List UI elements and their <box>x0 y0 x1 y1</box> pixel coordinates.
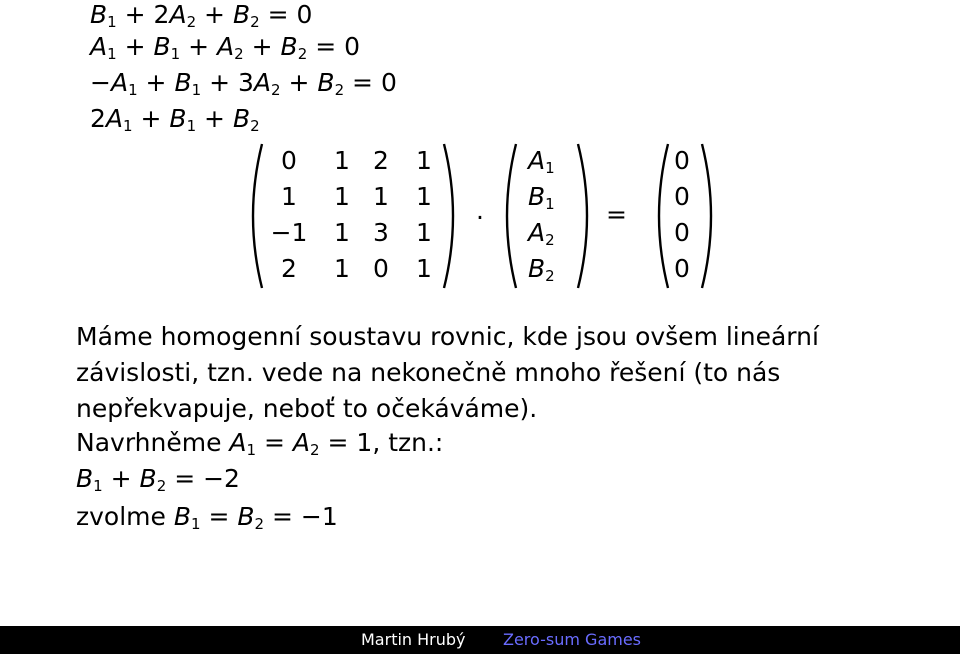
footer-right <box>480 626 960 654</box>
paragraph-line-4: Navrhněme $A_1 = A_2 = 1$, tzn.: <box>76 428 444 459</box>
equals-sign: = <box>606 200 627 229</box>
unknown-a2: $A_2$ <box>528 218 555 249</box>
footer-author: Martin Hrubý <box>361 630 466 649</box>
paragraph-line-2: závislosti, tzn. vede na nekonečně mnoho řešení (to nás <box>76 358 781 387</box>
matrix-cell: 1 <box>281 182 297 211</box>
right-paren-unknowns <box>572 140 602 292</box>
multiply-dot: . <box>476 196 484 225</box>
equation-3: $-A_1 + B_1 + 3A_2 + B_2 = 0$ <box>90 68 397 99</box>
paragraph-line-1: Máme homogenní soustavu rovnic, kde jsou ovšem lineární <box>76 322 819 351</box>
rhs-cell: 0 <box>674 254 690 283</box>
unknown-a1: $A_1$ <box>528 146 555 177</box>
matrix-cell: 1 <box>334 182 350 211</box>
matrix-cell: 2 <box>281 254 297 283</box>
matrix-cell: 1 <box>416 218 432 247</box>
equation-4: $2A_1 + B_1 + B_2$ <box>90 104 260 135</box>
matrix-cell: 1 <box>334 146 350 175</box>
unknown-b1: $B_1$ <box>528 182 555 213</box>
matrix-cell: 1 <box>334 254 350 283</box>
matrix-cell: −1 <box>270 218 308 247</box>
footer-left <box>0 626 480 654</box>
left-paren-unknowns <box>492 140 522 292</box>
equation-2: $A_1 + B_1 + A_2 + B_2 = 0$ <box>90 32 360 63</box>
matrix-cell: 0 <box>373 254 389 283</box>
paragraph-line-6: zvolme $B_1 = B_2 = -1$ <box>76 502 338 533</box>
paragraph-line-3: nepřekvapuje, neboť to očekáváme). <box>76 394 538 423</box>
matrix-cell: 1 <box>416 146 432 175</box>
footer-title: Zero-sum Games <box>503 630 642 649</box>
rhs-cell: 0 <box>674 182 690 211</box>
matrix-cell: 2 <box>373 146 389 175</box>
matrix-cell: 1 <box>416 182 432 211</box>
unknown-b2: $B_2$ <box>528 254 555 285</box>
matrix-cell: 1 <box>334 218 350 247</box>
paragraph-line-5: $B_1 + B_2 = -2$ <box>76 464 240 495</box>
matrix-cell: 3 <box>373 218 389 247</box>
rhs-cell: 0 <box>674 146 690 175</box>
footer-bar <box>0 626 960 654</box>
equation-1: $B_1 + 2A_2 + B_2 = 0$ <box>90 0 313 31</box>
matrix-cell: 1 <box>373 182 389 211</box>
rhs-cell: 0 <box>674 218 690 247</box>
left-paren-matrix <box>238 140 268 292</box>
matrix-cell: 0 <box>281 146 297 175</box>
matrix-cell: 1 <box>416 254 432 283</box>
